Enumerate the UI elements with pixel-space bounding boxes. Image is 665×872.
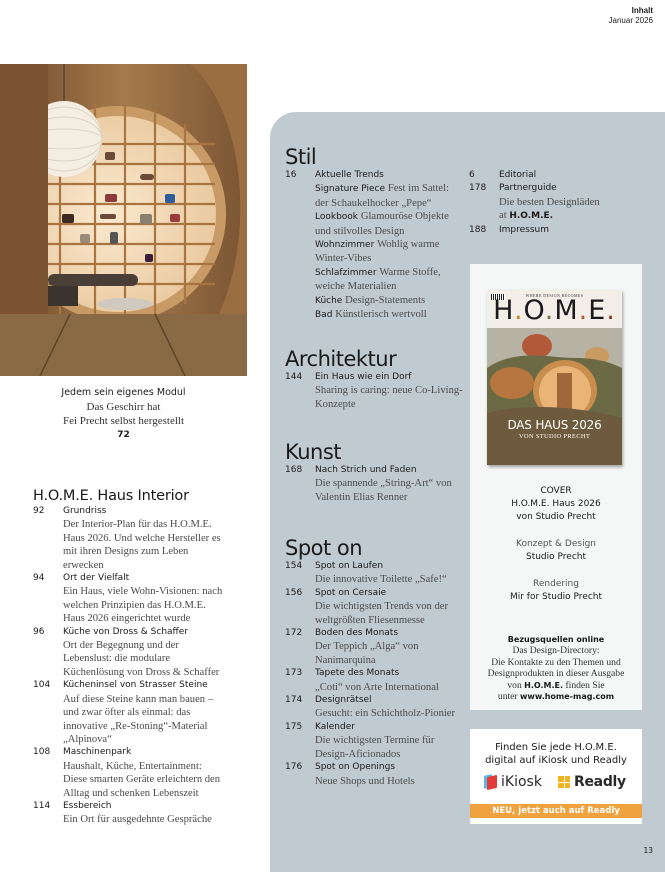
ikiosk-icon <box>484 774 498 790</box>
section-heading: Stil <box>285 145 317 169</box>
page-number: 16 <box>285 170 297 180</box>
entry-title: Kücheninsel von Strasser Steine <box>63 680 208 691</box>
page-number: 178 <box>469 183 487 194</box>
rendering-credit <box>470 578 642 604</box>
cover-photo <box>487 328 622 465</box>
entry-description: Gesucht: ein Schichtholz-Pionier <box>315 708 456 720</box>
page-number: 175 <box>285 721 303 732</box>
rendering-label: Rendering <box>533 579 579 589</box>
sources-line <box>470 680 642 691</box>
page-number: 96 <box>33 626 45 637</box>
section-architektur <box>285 348 465 411</box>
section-heading: Architektur <box>285 347 397 371</box>
page-folio: 13 <box>643 846 653 855</box>
toc-entry[interactable] <box>33 746 223 800</box>
logo-letter: E <box>588 295 607 326</box>
page-number: 114 <box>33 800 51 811</box>
entry-title: Spot on Openings <box>315 762 396 773</box>
entry-description: Die wichtigsten Termine für Design-Aficionados <box>315 735 435 760</box>
readly-logo[interactable] <box>558 773 626 791</box>
interior-photo <box>0 64 247 376</box>
photo-caption <box>0 386 247 442</box>
page-number: 108 <box>33 747 51 758</box>
logo-letter: H <box>493 295 514 326</box>
toc-entry[interactable] <box>469 169 619 182</box>
sub-entry[interactable] <box>315 182 465 210</box>
page-number: 154 <box>285 561 303 571</box>
toc-entry[interactable] <box>33 572 223 626</box>
entry-title: Designrätsel <box>315 695 372 706</box>
cover-masthead <box>487 290 622 328</box>
sources-info <box>470 634 642 702</box>
toc-entry[interactable] <box>33 626 223 680</box>
readly-banner[interactable]: NEU, jetzt auch auf Readly <box>470 804 642 818</box>
cover-subline: VON STUDIO PRECHT <box>518 433 591 440</box>
sub-entry-text: Glamouröse Objekte und stilvolles Design <box>315 211 449 237</box>
section-heading <box>33 487 223 505</box>
page-number: 156 <box>285 587 303 598</box>
readly-icon <box>558 776 570 788</box>
page-header <box>609 6 653 26</box>
logo-letter: O <box>523 295 545 326</box>
page-number: 6 <box>469 170 475 180</box>
cover-credit <box>470 485 642 524</box>
readly-label: Readly <box>574 774 626 790</box>
cover-credit-by: von Studio Precht <box>516 512 596 522</box>
entry-title: Grundriss <box>63 506 107 516</box>
sub-entry[interactable] <box>315 294 465 308</box>
entry-title: Maschinenpark <box>63 747 132 758</box>
section-stil <box>285 146 465 322</box>
entry-title: Kalender <box>315 721 355 732</box>
page-number: 173 <box>285 668 303 679</box>
sources-suffix: finden Sie <box>565 679 605 691</box>
digital-message-line: digital auf iKiosk und Readly <box>485 755 627 766</box>
ikiosk-logo[interactable] <box>484 773 542 791</box>
sources-line: Das Design-Directory: <box>512 645 600 657</box>
toc-entry[interactable] <box>285 667 465 694</box>
sub-entry-lead: Signature Piece <box>315 184 386 195</box>
toc-entry[interactable] <box>285 694 465 721</box>
sub-entry-lead: Bad <box>315 310 333 321</box>
section-misc <box>469 169 619 237</box>
rendering-value: Mir for Studio Precht <box>509 592 603 602</box>
digital-message <box>470 741 642 767</box>
concept-label: Konzept & Design <box>516 539 596 549</box>
entry-description: Haushalt, Küche, Entertainment: Diese smarten Geräte erleichtern den Alltag und schenken Lebenszeit <box>63 760 221 799</box>
toc-entry[interactable] <box>469 224 619 237</box>
entry-description: Die besten Designläden <box>499 196 600 208</box>
page-number: 144 <box>285 372 303 382</box>
sources-prefix: unter <box>497 691 518 703</box>
entry-description <box>499 209 619 223</box>
brand-name: H.O.M.E. <box>509 211 554 222</box>
toc-entry[interactable] <box>33 505 223 572</box>
sub-entry[interactable] <box>315 210 465 238</box>
entry-title: Ein Haus wie ein Dorf <box>315 372 412 382</box>
toc-entry[interactable] <box>33 800 223 827</box>
entry-title: Tapete des Monats <box>315 668 400 679</box>
sub-entry-lead: Schlafzimmer <box>315 267 377 278</box>
entry-title: Editorial <box>499 170 537 180</box>
page-number: 168 <box>285 465 303 475</box>
entry-title: Nach Strich und Faden <box>315 465 417 475</box>
entry-description: Der Teppich „Alga“ von Nanimarquina <box>315 641 419 666</box>
entry-description: Der Interior-Plan für das H.O.M.E. Haus 2026. Und welche Hersteller es mit ihren Designs zum Leben erwecken <box>63 519 221 571</box>
entry-title: Spot on Laufen <box>315 561 384 571</box>
entry-title: Spot on Cersaie <box>315 587 387 598</box>
entry-title: Boden des Monats <box>315 628 399 639</box>
concept-credit <box>470 538 642 564</box>
entry-title: Küche von Dross & Schaffer <box>63 626 188 637</box>
toc-entry[interactable] <box>285 464 465 504</box>
entry-description: Sharing is caring: neue Co-Living-Konzepte <box>315 385 463 410</box>
toc-entry[interactable] <box>285 560 465 587</box>
interior-photo-illustration <box>0 64 247 376</box>
section-spot-on <box>285 537 465 788</box>
sub-entry[interactable] <box>315 308 465 322</box>
entry-description: Ein Haus, viele Wohn-Visionen: nach welchen Prinzipien das H.O.M.E. Haus 2026 eingerichtet wurde <box>63 586 223 625</box>
toc-entry[interactable] <box>469 182 619 223</box>
entry-title: Ort der Vielfalt <box>63 573 130 584</box>
entry-title: Essbereich <box>63 800 112 811</box>
cover-headline: DAS HAUS 2026 <box>507 418 602 432</box>
sources-line: Designprodukten in dieser Ausgabe <box>487 668 625 680</box>
caption-line: Fei Precht selbst hergestellt <box>62 415 185 427</box>
sub-entry-text: Wohlig warme Winter-Vibes <box>315 239 440 265</box>
ikiosk-label: iKiosk <box>501 774 542 790</box>
cover-credit-label: COVER <box>540 486 572 496</box>
page-number: 92 <box>33 506 45 516</box>
caption-title: Jedem sein eigenes Modul <box>61 387 186 398</box>
page-number: 174 <box>285 695 303 706</box>
entry-description: Die innovative Toilette „Safe!“ <box>315 574 447 586</box>
caption-line: Das Geschirr hat <box>86 401 161 413</box>
sub-entry-text: Fest im Sattel: der Schaukelhocker „Pepe“ <box>315 183 450 209</box>
magazine-logo: H.O.M.E. <box>493 295 616 326</box>
sub-entry[interactable] <box>315 266 465 294</box>
entry-title: Impressum <box>499 224 550 235</box>
sub-entry-text: Warme Stoffe, weiche Materialien <box>315 266 441 293</box>
issue-date: Januar 2026 <box>608 16 653 25</box>
page-number: 172 <box>285 628 303 639</box>
toc-entry[interactable] <box>33 679 223 746</box>
heading-brand: H.O.M.E. Haus <box>33 488 134 504</box>
sources-prefix: von <box>507 679 522 691</box>
toc-entry[interactable] <box>285 169 465 322</box>
toc-entry[interactable] <box>285 371 465 411</box>
sub-entry-lead: Lookbook <box>315 212 359 223</box>
magazine-cover[interactable] <box>487 290 622 465</box>
entry-description: Die wichtigsten Trends von der weltgrößten Fliesenmesse <box>315 601 449 626</box>
section-kunst <box>285 441 465 504</box>
concept-value: Studio Precht <box>525 552 587 562</box>
sub-entry[interactable] <box>315 238 465 266</box>
entry-description: Neue Shops und Hotels <box>315 775 415 787</box>
entry-description: Ort der Begegnung und der Lebenslust: die modulare Küchenlösung von Dross & Schaffer <box>63 640 220 678</box>
entry-description: „Coti“ von Arte International <box>315 681 439 693</box>
section-heading: Spot on <box>285 536 363 560</box>
toc-entry[interactable] <box>285 761 465 788</box>
toc-entry[interactable] <box>285 587 465 627</box>
brand-name: H.O.M.E. <box>524 680 564 690</box>
page-number: 176 <box>285 762 303 773</box>
entry-title: Partnerguide <box>499 183 557 194</box>
logo-letter: M <box>554 295 579 326</box>
website-link[interactable]: www.home-mag.com <box>520 692 615 702</box>
digital-promo <box>470 729 642 824</box>
section-home-haus-interior <box>33 487 223 827</box>
entry-title: Aktuelle Trends <box>315 170 384 180</box>
sub-entry-text: Design-Statements <box>345 294 426 306</box>
heading-rest: Interior <box>137 488 189 504</box>
entry-description: Ein Ort für ausgedehnte Gespräche <box>63 814 212 826</box>
entry-description: Auf diese Steine kann man bauen – und zwar öfter als einmal: das innovative „Re-Stoning“-Material „Alpinova“ <box>63 693 214 745</box>
sources-line: Die Kontakte zu den Themen und <box>491 656 621 668</box>
sub-entry-lead: Küche <box>315 295 343 306</box>
sources-line <box>470 691 642 702</box>
section-label: Inhalt <box>631 6 653 15</box>
entry-description: Die spannende „String-Art“ von Valentin Elias Renner <box>315 478 452 503</box>
sources-heading: Bezugsquellen online <box>507 635 605 644</box>
page-number: 188 <box>469 224 487 235</box>
sub-entry-text: Künstlerisch wertvoll <box>335 309 427 321</box>
caption-page-number[interactable]: 72 <box>117 430 130 440</box>
page-number: 104 <box>33 680 51 691</box>
cover-tagline: WHERE DESIGN BECOMES <box>525 293 584 298</box>
digital-message-line: Finden Sie jede H.O.M.E. <box>495 742 617 753</box>
page-number: 94 <box>33 573 45 584</box>
toc-entry[interactable] <box>285 627 465 667</box>
cover-credit-title: H.O.M.E. Haus 2026 <box>511 499 601 509</box>
toc-entry[interactable] <box>285 721 465 761</box>
desc-prefix: at <box>499 210 507 222</box>
sub-entry-lead: Wohnzimmer <box>315 240 375 251</box>
section-heading: Kunst <box>285 440 342 464</box>
